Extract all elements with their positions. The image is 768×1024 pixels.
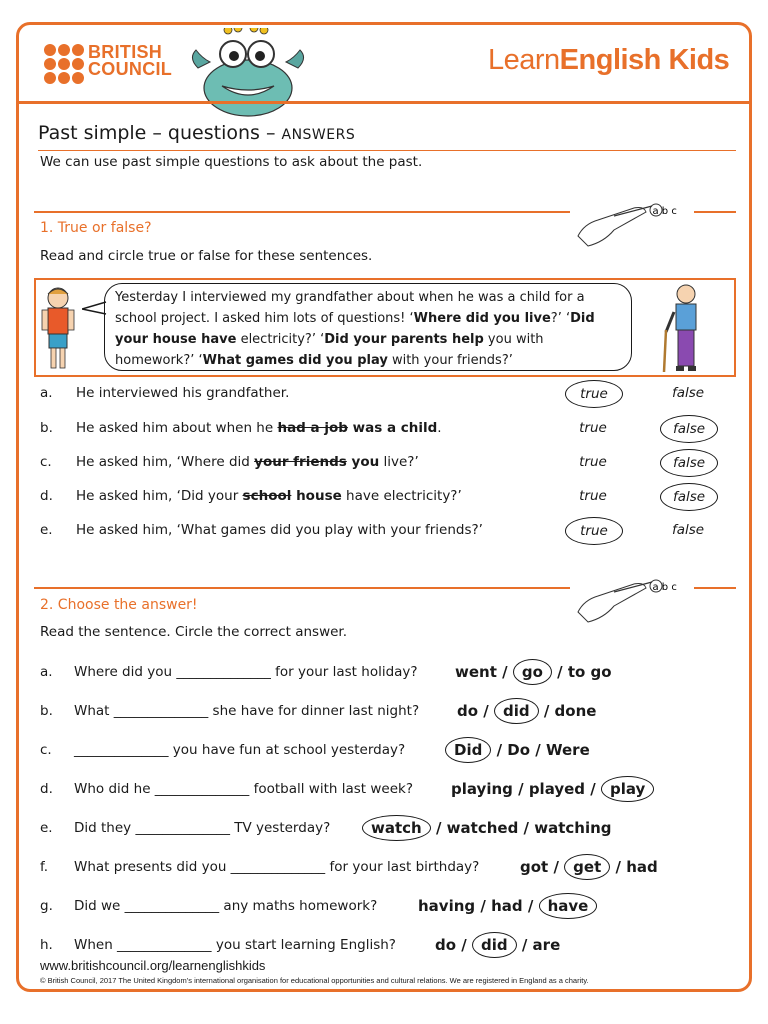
answer-option[interactable]: went (455, 663, 497, 681)
story-question-2: Did your house have (115, 311, 595, 347)
answer-options (418, 892, 597, 920)
option-separator: / (496, 663, 513, 681)
answer-option[interactable]: got (520, 858, 549, 876)
option-separator: / (456, 936, 472, 954)
option-separator: / (538, 702, 555, 720)
brand-line-1: BRITISH (88, 42, 163, 62)
tf-row-sentence (76, 418, 442, 438)
tf-crossed-out-words: your friends (254, 454, 347, 470)
story-question-3: Did your parents help (324, 332, 484, 347)
answer-option[interactable]: watched (446, 819, 519, 837)
tf-corrected-words: was a child (347, 420, 438, 436)
pen-letters: a b c (652, 206, 677, 217)
choice-question-row (40, 933, 396, 957)
option-separator: / (518, 819, 535, 837)
answer-option[interactable]: playing (451, 780, 513, 798)
question-text: ______________ you have fun at school yesterday? (74, 742, 406, 758)
option-separator: / (491, 741, 508, 759)
logo-learn: Learn (488, 44, 560, 76)
choice-question-row (40, 855, 479, 879)
section2-divider (34, 587, 570, 589)
section2-heading: 2. Choose the answer! (40, 597, 198, 613)
option-separator: / (551, 663, 568, 681)
section1-divider-end (694, 211, 736, 213)
option-separator: / (478, 702, 494, 720)
true-option[interactable]: true (579, 420, 607, 436)
footer-url[interactable]: www.britishcouncil.org/learnenglishkids (40, 958, 266, 973)
true-option[interactable]: true (565, 517, 623, 545)
answer-options (451, 775, 654, 803)
tf-row-letter: a. (40, 385, 53, 401)
answer-option[interactable]: done (554, 702, 597, 720)
section2-instruction: Read the sentence. Circle the correct answer. (40, 624, 348, 640)
answer-option[interactable]: have (539, 893, 598, 919)
question-letter: c. (40, 742, 52, 758)
answer-option[interactable]: played (528, 780, 586, 798)
question-text: When ______________ you start learning English? (74, 937, 396, 953)
story-question-1: Where did you live (413, 311, 551, 326)
question-letter: b. (40, 703, 53, 719)
learnenglish-kids-logo (488, 44, 729, 77)
pen-letters-2: a b c (652, 582, 677, 593)
tf-sentence-text: He interviewed his grandfather. (76, 385, 290, 401)
answer-option[interactable]: had (626, 858, 658, 876)
answer-option[interactable]: Did (445, 737, 491, 763)
monster-mascot-icon (188, 28, 308, 118)
section1-heading: 1. True or false? (40, 220, 152, 236)
question-letter: f. (40, 859, 49, 875)
story-text-3: electricity?’ ‘ (236, 332, 325, 347)
story-text-2: ?’ ‘ (550, 311, 571, 326)
option-separator: / (475, 897, 492, 915)
option-separator: / (430, 819, 447, 837)
option-separator: / (522, 897, 539, 915)
choice-question-row (40, 738, 405, 762)
tf-corrected-words: house (291, 488, 342, 504)
choice-question-row (40, 816, 330, 840)
title-divider (38, 150, 736, 151)
option-separator: / (516, 936, 533, 954)
question-letter: g. (40, 898, 53, 914)
question-text: Who did he ______________ football with last week? (74, 781, 413, 797)
false-option[interactable]: false (671, 522, 705, 538)
answer-option[interactable]: did (494, 698, 539, 724)
question-text: What ______________ she have for dinner last night? (74, 703, 420, 719)
section2-divider-end (694, 587, 736, 589)
choice-question-row (40, 660, 418, 684)
page-title-suffix: ANSWERS (281, 127, 356, 143)
question-letter: h. (40, 937, 53, 953)
tf-sentence-text: He asked him, ‘What games did you play with your friends?’ (76, 522, 483, 538)
tf-row-sentence (76, 520, 483, 540)
option-separator: / (548, 858, 565, 876)
false-option[interactable]: false (660, 483, 718, 511)
choice-question-row (40, 777, 413, 801)
question-text: Did they ______________ TV yesterday? (74, 820, 331, 836)
tf-row-letter: d. (40, 488, 53, 504)
true-option[interactable]: true (565, 380, 623, 408)
british-council-dots-icon (44, 44, 86, 86)
brand-line-2: COUNCIL (88, 59, 173, 79)
answer-options (362, 814, 612, 842)
logo-english-kids: English Kids (559, 44, 730, 76)
answer-option[interactable]: Do (507, 741, 531, 759)
writing-hand-icon-2 (574, 572, 694, 632)
tf-row-letter: c. (40, 454, 52, 470)
answer-option[interactable]: are (532, 936, 561, 954)
tf-row-letter: b. (40, 420, 53, 436)
true-option[interactable]: true (579, 488, 607, 504)
tf-sentence-end: . (437, 420, 442, 436)
option-separator: / (585, 780, 601, 798)
footer-copyright: © British Council, 2017 The United Kingdom’s international organisation for educational opportunities and cultural relations. We are registered in England as a charity. (40, 976, 589, 985)
answer-options (455, 658, 612, 686)
answer-option[interactable]: play (601, 776, 654, 802)
choice-question-row (40, 894, 377, 918)
answer-option[interactable]: did (472, 932, 517, 958)
answer-options (520, 853, 658, 881)
answer-options (435, 931, 560, 959)
section1-divider (34, 211, 570, 213)
section1-instruction: Read and circle true or false for these sentences. (40, 248, 373, 264)
tf-crossed-out-words: school (242, 488, 292, 504)
answer-option[interactable]: do (435, 936, 457, 954)
tf-sentence-end: have electricity?’ (341, 488, 462, 504)
answer-option[interactable]: having (418, 897, 476, 915)
story-text-4: you with homework?’ ‘ (115, 332, 544, 368)
grandfather-illustration-icon (660, 282, 708, 374)
answer-option[interactable]: Were (545, 741, 590, 759)
tf-row-sentence (76, 383, 289, 403)
false-option[interactable]: false (660, 415, 718, 443)
answer-option[interactable]: do (457, 702, 479, 720)
intro-text: We can use past simple questions to ask about the past. (40, 154, 423, 170)
question-text: Where did you ______________ for your last holiday? (74, 664, 418, 680)
answer-option[interactable]: watch (362, 815, 431, 841)
tf-row-sentence (76, 486, 462, 506)
question-text: What presents did you ______________ for your last birthday? (74, 859, 480, 875)
answer-option[interactable]: go (513, 659, 552, 685)
tf-sentence-text: He asked him about when he (76, 420, 278, 436)
question-text: Did we ______________ any maths homework? (74, 898, 378, 914)
tf-sentence-text: He asked him, ‘Where did (76, 454, 255, 470)
tf-corrected-words: you (346, 454, 380, 470)
question-letter: d. (40, 781, 53, 797)
option-separator: / (512, 780, 529, 798)
answer-option[interactable]: watching (534, 819, 612, 837)
writing-hand-icon (574, 196, 694, 256)
tf-row-sentence (76, 452, 419, 472)
option-separator: / (610, 858, 627, 876)
boy-illustration-icon (38, 284, 78, 374)
page-title (38, 122, 355, 144)
option-separator: / (530, 741, 546, 759)
question-letter: e. (40, 820, 53, 836)
speech-bubble (104, 283, 632, 371)
answer-option[interactable]: to go (567, 663, 612, 681)
tf-crossed-out-words: had a job (277, 420, 348, 436)
tf-sentence-end: live?’ (379, 454, 419, 470)
choice-question-row (40, 699, 419, 723)
question-letter: a. (40, 664, 53, 680)
false-option[interactable]: false (671, 385, 705, 401)
answer-option[interactable]: had (491, 897, 523, 915)
story-text-5: with your friends?’ (387, 353, 513, 368)
header-divider (19, 101, 749, 104)
tf-sentence-text: He asked him, ‘Did your (76, 488, 243, 504)
true-option[interactable]: true (579, 454, 607, 470)
answer-option[interactable]: get (564, 854, 610, 880)
story-question-4: What games did you play (202, 353, 388, 368)
answer-options (445, 736, 590, 764)
answer-options (457, 697, 596, 725)
tf-row-letter: e. (40, 522, 53, 538)
false-option[interactable]: false (660, 449, 718, 477)
story-text-1: Yesterday I interviewed my grandfather about when he was a child for a school project. I asked him lots of questions! ‘ (115, 290, 585, 326)
page-title-main: Past simple – questions – (38, 122, 282, 144)
